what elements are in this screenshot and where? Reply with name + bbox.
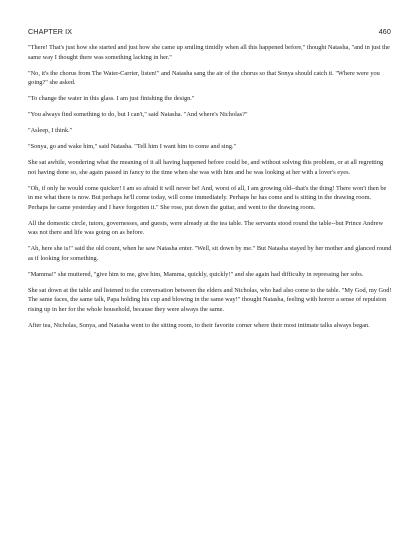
paragraph: "To change the water in this glass. I am just finishing the design." — [28, 95, 195, 102]
paragraph: "No, it's the chorus from The Water-Carrier, listen!" and Natasha sang the air of the chorus so that Sonya should catch it. "Where were you going?" she asked. — [28, 69, 380, 86]
paragraph: "There! That's just how she started and just how she came up smiling timidly when all this happened before," thought Natasha, "and in just the same way I thought there was something lacking in her." — [28, 44, 390, 61]
page-number: 460 — [378, 27, 391, 36]
paragraph: "You always find something to do, but I can't," said Natasha. "And where's Nicholas?" — [28, 111, 248, 118]
body-text — [28, 43, 392, 330]
paragraph: All the domestic circle, tutors, governesses, and guests, were already at the tea table. The servants stood round the table--but Prince Andrew was not there and life was going on as before. — [28, 219, 384, 236]
running-header — [28, 27, 392, 36]
paragraph: After tea, Nicholas, Sonya, and Natasha went to the sitting room, to their favorite corner where their most intimate talks always began. — [28, 321, 370, 329]
paragraph: "Asleep, I think." — [28, 127, 73, 134]
paragraph: She sat down at the table and listened to the conversation between the elders and Nicholas, who had also come to the table. "My God, my God! The same faces, the same talk, Papa holding his cup and blowing in the same way!" thought Natasha, feeling with horror a sense of repulsion rising up in her for the whole household, because they were always the same. — [28, 286, 392, 313]
paragraph: "Ah, here she is!" said the old count, when he saw Natasha enter. "Well, sit down by me." But Natasha stayed by her mother and glanced round as if looking for something. — [28, 245, 392, 262]
paragraph: "Mamma!" she muttered, "give him to me, give him, Mamma, quickly, quickly!" and she again had difficulty in repressing her sobs. — [28, 270, 364, 278]
paragraph: She sat awhile, wondering what the meaning of it all having happened before could be, and without solving this problem, or at all regretting not having done so, she again passed in fancy to the time when she was with him and he was looking at her with a lover's eyes. — [28, 159, 384, 176]
chapter-title: CHAPTER IX — [28, 27, 73, 36]
paragraph: "Sonya, go and wake him," said Natasha. "Tell him I want him to come and sing." — [28, 143, 237, 150]
paragraph: "Oh, if only he would come quicker! I am so afraid it will never be! And, worst of all, I am growing old--that's the thing! There won't then be in me what there is now. But perhaps he'll come today, will come immediately. Perhaps he has come and is sitting in the drawing room. Perhaps he came yesterday and I have forgotten it." She rose, put down the guitar, and went to the drawing room. — [28, 184, 387, 211]
